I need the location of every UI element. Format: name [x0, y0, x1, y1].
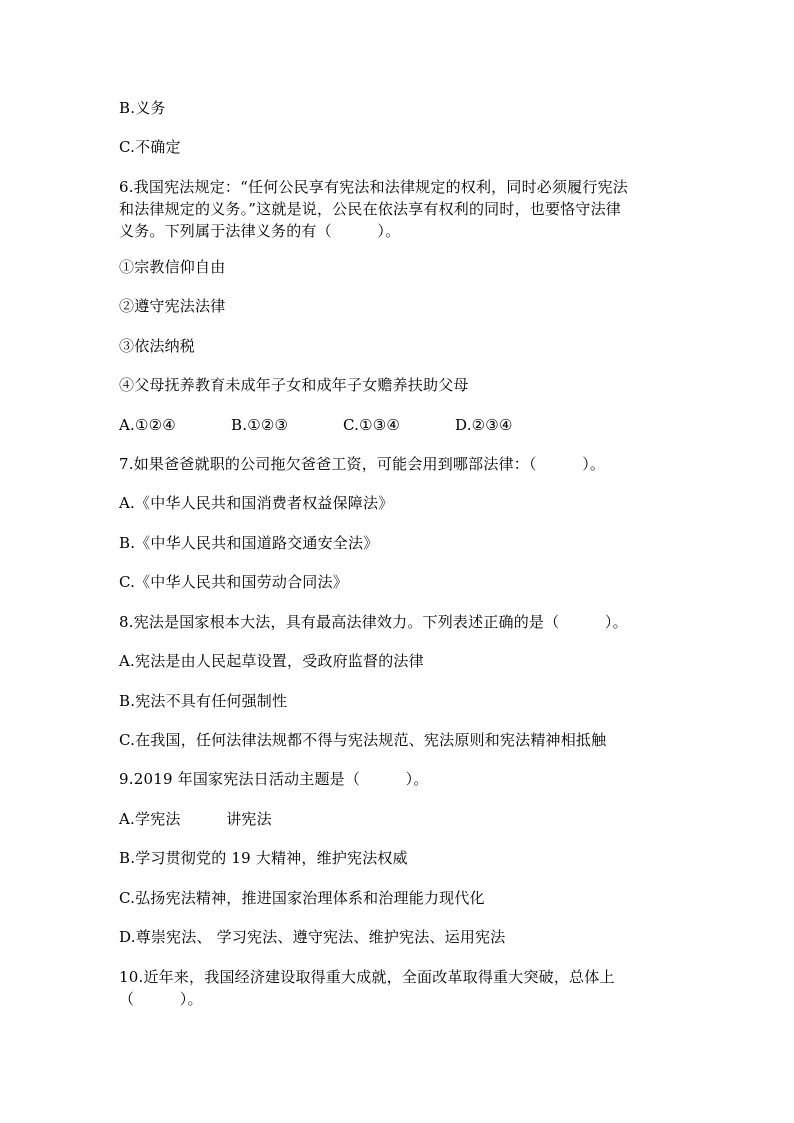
q7-stem: 7.如果爸爸就职的公司拖欠爸爸工资，可能会用到哪部法律：（ ）。	[119, 455, 606, 473]
q6-option-b: B.①②③	[231, 416, 289, 434]
q5-option-c: C.不确定	[119, 138, 181, 156]
q9-option-d: D.尊崇宪法、 学习宪法、遵守宪法、维护宪法、运用宪法	[119, 928, 506, 946]
q10-stem-line-2: （ ）。	[119, 990, 203, 1008]
q6-item-1: ①宗教信仰自由	[119, 258, 226, 276]
q7-option-c: C.《中华人民共和国劳动合同法》	[119, 573, 348, 591]
q8-option-c: C.在我国，任何法律法规都不得与宪法规范、宪法原则和宪法精神相抵触	[119, 731, 607, 749]
q9-option-c: C.弘扬宪法精神，推进国家治理体系和治理能力现代化	[119, 889, 485, 907]
q8-stem: 8.宪法是国家根本大法，具有最高法律效力。下列表述正确的是（ ）。	[119, 613, 628, 631]
q6-option-d: D.②③④	[455, 416, 513, 434]
q6-stem-line-3: 义务。下列属于法律义务的有（ ）。	[119, 222, 401, 240]
q8-option-a: A.宪法是由人民起草设置，受政府监督的法律	[119, 652, 424, 670]
q6-option-c: C.①③④	[343, 416, 401, 434]
q7-option-b: B.《中华人民共和国道路交通安全法》	[119, 534, 379, 552]
q6-stem-line-2: 和法律规定的义务。”这就是说，公民在依法享有权利的同时，也要恪守法律	[119, 200, 621, 218]
q6-item-2: ②遵守宪法法律	[119, 297, 226, 315]
q8-option-b: B.宪法不具有任何强制性	[119, 692, 288, 710]
q6-option-a: A.①②④	[119, 416, 176, 434]
q6-item-3: ③依法纳税	[119, 337, 196, 355]
q7-option-a: A.《中华人民共和国消费者权益保障法》	[119, 494, 394, 512]
q5-option-b: B.义务	[119, 99, 166, 117]
q9-option-b: B.学习贯彻党的 19 大精神，维护宪法权威	[119, 849, 408, 867]
q6-item-4: ④父母抚养教育未成年子女和成年子女赡养扶助父母	[119, 376, 469, 394]
q6-stem-line-1: 6.我国宪法规定：“任何公民享有宪法和法律规定的权利，同时必须履行宪法	[119, 178, 628, 196]
q6-options-row	[119, 414, 679, 436]
q9-stem: 9.2019 年国家宪法日活动主题是（ ）。	[119, 770, 429, 788]
q9-option-a: A.学宪法 讲宪法	[119, 810, 272, 828]
q10-stem-line-1: 10.近年来，我国经济建设取得重大成就，全面改革取得重大突破，总体上	[119, 968, 615, 986]
